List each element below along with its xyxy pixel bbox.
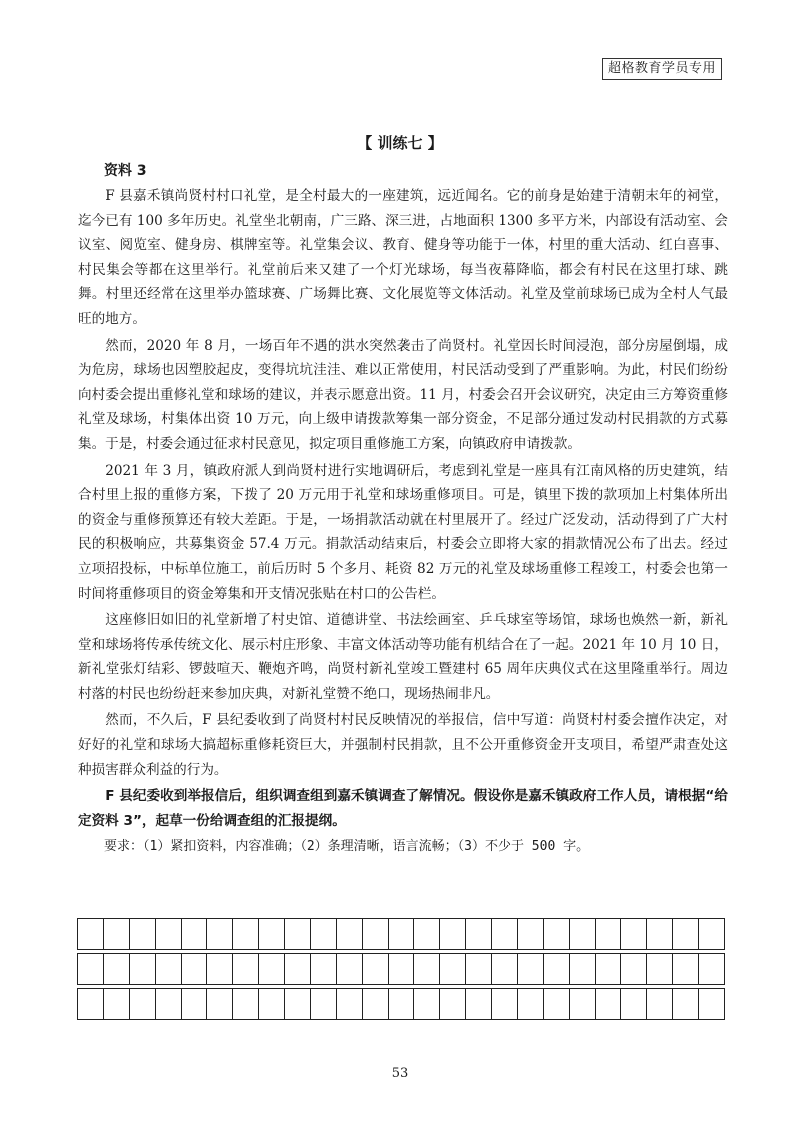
paragraph-3: 2021 年 3 月，镇政府派人到尚贤村进行实地调研后，考虑到礼堂是一座具有江南风格的历史建筑，结合村里上报的重修方案，下拨了 20 万元用于礼堂和球场重修项目。可是，镇里下拨的款项加上村集体所出的资金与重修预算还有较大差距。于是，一场捐款活动就在村里展开了。经过广泛发动，活动得到了广大村民的积极响应，共募集资金 57.4 万元。捐款活动结束后，村委会立即将大家的捐款情况公布了出去。经过立项招投标，中标单位施工，前后历时 5 个多月、耗资 82 万元的礼堂及球场重修工程竣工，村委会也第一时间将重修项目的资金筹集和开支情况张贴在村口的公告栏。: [78, 462, 728, 602]
page-number: 53: [391, 1066, 409, 1081]
requirements: 要求：（1）紧扣资料，内容准确；（2）条理清晰，语言流畅；（3）不少于 500 字。: [104, 839, 590, 855]
paragraph-2: 然而，2020 年 8 月，一场百年不遇的洪水突然袭击了尚贤村。礼堂因长时间浸泡，部分房屋倒塌，成为危房，球场也因塑胶起皮，变得坑坑洼洼、难以正常使用，村民活动受到了严重影响。为此，村民们纷纷向村委会提出重修礼堂和球场的建议，并表示愿意出资。11 月，村委会召开会议研究，决定由三方筹资重修礼堂及球场，村集体出资 10 万元，向上级申请拨款筹集一部分资金，不足部分通过发动村民捐款的方式募集。于是，村委会通过征求村民意见，拟定项目重修施工方案，向镇政府申请拨款。: [78, 337, 728, 452]
paragraph-1: F 县嘉禾镇尚贤村村口礼堂，是全村最大的一座建筑，远近闻名。它的前身是始建于清朝末年的祠堂，迄今已有 100 多年历史。礼堂坐北朝南，广三路、深三进，占地面积 1300 多平方米，内部设有活动室、会议室、阅览室、健身房、棋牌室等。礼堂集会议、教育、健身等功能于一体，村里的重大活动、红白喜事、村民集会等都在这里举行。礼堂前后来又建了一个灯光球场，每当夜幕降临，都会有村民在这里打球、跳舞。村里还经常在这里举办篮球赛、广场舞比赛、文化展览等文体活动。礼堂及堂前球场已成为全村人气最旺的地方。: [78, 188, 728, 327]
answer-grid-row[interactable]: [77, 988, 725, 1020]
paragraph-4: 这座修旧如旧的礼堂新增了村史馆、道德讲堂、书法绘画室、乒乓球室等场馆，球场也焕然一新，新礼堂和球场将传承传统文化、展示村庄形象、丰富文体活动等功能有机结合在了一起。2021 年 10 月 10 日，新礼堂张灯结彩、锣鼓喧天、鞭炮齐鸣，尚贤村新礼堂竣工暨建村 65 周年庆典仪式在这里隆重举行。周边村落的村民也纷纷赶来参加庆典，对新礼堂赞不绝口，现场热闹非凡。: [78, 612, 728, 702]
answer-grid-row[interactable]: [77, 953, 725, 985]
page-title: 【 训练七 】: [357, 134, 443, 152]
paragraph-5: 然而，不久后，F 县纪委收到了尚贤村村民反映情况的举报信，信中写道：尚贤村村委会擅作决定，对好好的礼堂和球场大搞超标重修耗资巨大，并强制村民捐款，且不公开重修资金开支项目，希望严肃查处这种损害群众利益的行为。: [78, 712, 728, 778]
answer-grid[interactable]: [77, 918, 725, 1023]
answer-grid-row[interactable]: [77, 918, 725, 950]
section-label: 资料 3: [104, 163, 147, 179]
watermark-badge: 超格教育学员专用: [602, 58, 722, 80]
question-prompt: F 县纪委收到举报信后，组织调查组到嘉禾镇调查了解情况。假设你是嘉禾镇政府工作人员，请根据“给定资料 3”，起草一份给调查组的汇报提纲。: [78, 788, 728, 829]
material-body: [78, 184, 728, 862]
